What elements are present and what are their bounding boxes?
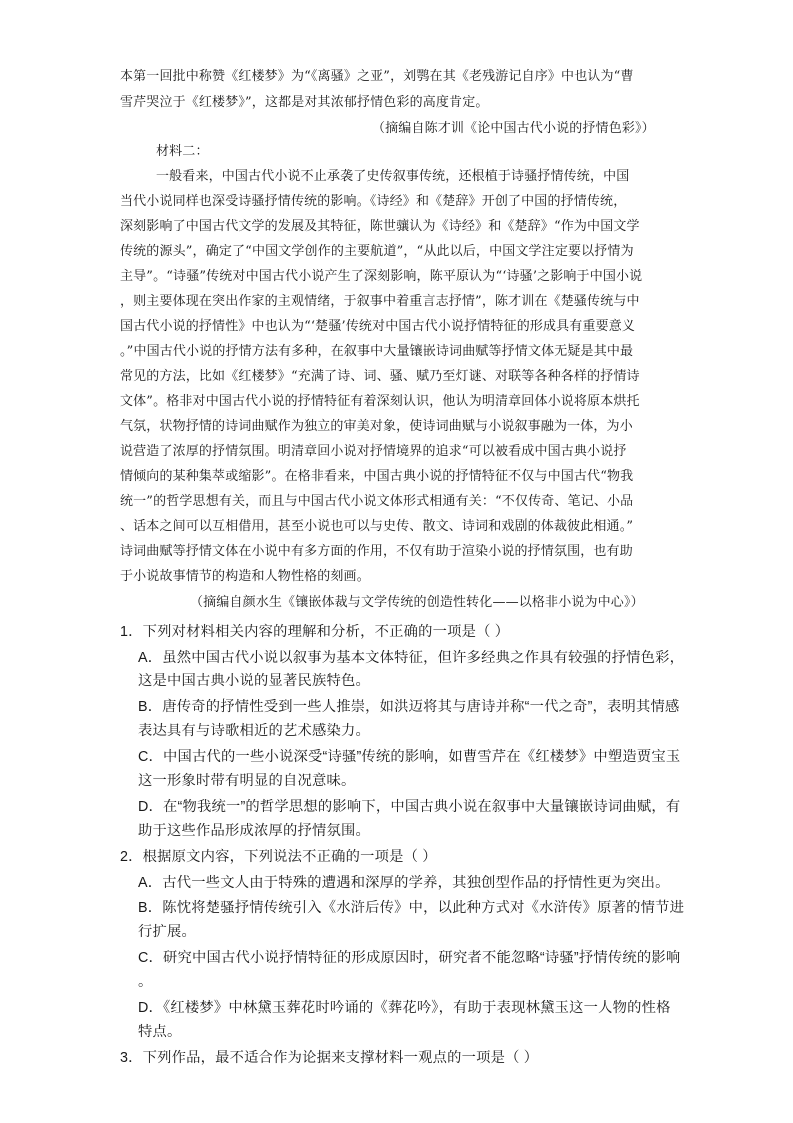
option-line: B．陈忱将楚骚抒情传统引入《水浒后传》中，以此种方式对《水浒传》原著的情节进 xyxy=(138,900,685,916)
question-stem: 2．根据原文内容，下列说法不正确的一项是（ ） xyxy=(120,849,437,865)
material2-source: （摘编自颜水生《镶嵌体裁与文学传统的创造性转化——以格非小说为中心》） xyxy=(190,595,644,610)
material2-line: 常见的方法，比如《红楼梦》“充满了诗、词、骚、赋乃至灯谜、对联等各种各样的抒情诗 xyxy=(120,369,640,384)
material2-line: 统一”的哲学思想有关，而且与中国古代小说文体形式相通有关：“不仅传奇、笔记、小品 xyxy=(120,494,634,509)
material2-line: 气氛，状物抒情的诗词曲赋作为独立的审美对象，使诗词曲赋与小说叙事融为一体，为小 xyxy=(120,419,633,434)
material2-line: 于小说故事情节的构造和人物性格的刻画。 xyxy=(120,569,370,584)
material2-line: 传统的源头”，确定了“中国文学创作的主要航道”，“从此以后，中国文学注定要以抒情为 xyxy=(120,244,634,259)
option-line: A．虽然中国古代小说以叙事为基本文体特征，但许多经典之作具有较强的抒情色彩， xyxy=(138,650,685,666)
question-stem: 1．下列对材料相关内容的理解和分析，不正确的一项是（ ） xyxy=(120,624,510,640)
material2-line: 诗词曲赋等抒情文体在小说中有多方面的作用，不仅有助于渲染小说的抒情氛围，也有助 xyxy=(120,544,633,559)
material2-line: 说营造了浓厚的抒情氛围。明清章回小说对抒情境界的追求“可以被看成中国古典小说抒 xyxy=(120,444,627,459)
material2-line: 深刻影响了中国古代文学的发展及其特征，陈世骧认为《诗经》和《楚辞》“作为中国文学 xyxy=(120,219,640,234)
option-line: B．唐传奇的抒情性受到一些人推崇，如洪迈将其与唐诗并称“一代之奇”，表明其情感 xyxy=(138,699,680,715)
question-stem: 3．下列作品，最不适合作为论据来支撑材料一观点的一项是（ ） xyxy=(120,1050,539,1066)
material1-line: 本第一回批中称赞《红楼梦》为“《离骚》之亚”，刘鹗在其《老残游记自序》中也认为“曹 xyxy=(120,69,634,84)
option-line: 。 xyxy=(138,974,153,990)
option-line: D．《红楼梦》中林黛玉葬花时吟诵的《葬花吟》，有助于表现林黛玉这一人物的性格 xyxy=(138,1000,671,1016)
option-line: 表达具有与诗歌相近的艺术感染力。 xyxy=(138,723,370,739)
material1-source: （摘编自陈才训《论中国古代小说的抒情色彩》） xyxy=(372,121,655,136)
option-line: D．在“物我统一”的哲学思想的影响下，中国古典小说在叙事中大量镶嵌诗词曲赋，有 xyxy=(138,799,681,815)
material2-line: 、话本之间可以互相借用，甚至小说也可以与史传、散文、诗词和戏剧的体裁彼此相通。” xyxy=(120,519,634,534)
material2-line: 。”中国古代小说的抒情方法有多种，在叙事中大量镶嵌诗词曲赋等抒情文体无疑是其中最 xyxy=(120,344,634,359)
option-line: 助于这些作品形成浓厚的抒情氛围。 xyxy=(138,823,370,839)
material2-line: 当代小说同样也深受诗骚抒情传统的影响。《诗经》和《楚辞》开创了中国的抒情传统， xyxy=(120,194,627,209)
material2-line: 主导”。“诗骚”传统对中国古代小说产生了深刻影响，陈平原认为“‘诗骚’之影响于中国小说 xyxy=(120,269,643,284)
option-line: C．中国古代的一些小说深受“诗骚”传统的影响，如曹雪芹在《红楼梦》中塑造贾宝玉 xyxy=(138,749,681,765)
material2-line: 一般看来，中国古代小说不止承袭了史传叙事传统，还根植于诗骚抒情传统，中国 xyxy=(156,169,630,184)
option-line: 这一形象时带有明显的自况意味。 xyxy=(138,773,356,789)
option-line: 特点。 xyxy=(138,1024,182,1040)
material2-line: ，则主要体现在突出作家的主观情绪，于叙事中着重言志抒情”，陈才训在《楚骚传统与中 xyxy=(120,294,640,309)
material2-heading: 材料二： xyxy=(156,144,209,159)
option-line: A．古代一些文人由于特殊的遭遇和深厚的学养，其独创型作品的抒情性更为突出。 xyxy=(138,875,670,891)
option-line: C．研究中国古代小说抒情特征的形成原因时，研究者不能忽略“诗骚”抒情传统的影响 xyxy=(138,950,681,966)
option-line: 这是中国古典小说的显著民族特色。 xyxy=(138,673,370,689)
material2-line: 国古代小说的抒情性》中也认为“‘楚骚’传统对中国古代小说抒情特征的形成具有重要意义 xyxy=(120,319,636,334)
material1-line: 雪芹哭泣于《红楼梦》”，这都是对其浓郁抒情色彩的高度肯定。 xyxy=(120,95,489,110)
material2-line: 文体”。格非对中国古代小说的抒情特征有着深刻认识，他认为明清章回体小说将原本烘托 xyxy=(120,394,640,409)
option-line: 行扩展。 xyxy=(138,924,196,940)
material2-line: 情倾向的某种集萃或缩影”。在格非看来，中国古典小说的抒情特征不仅与中国古代“物我 xyxy=(120,469,634,484)
